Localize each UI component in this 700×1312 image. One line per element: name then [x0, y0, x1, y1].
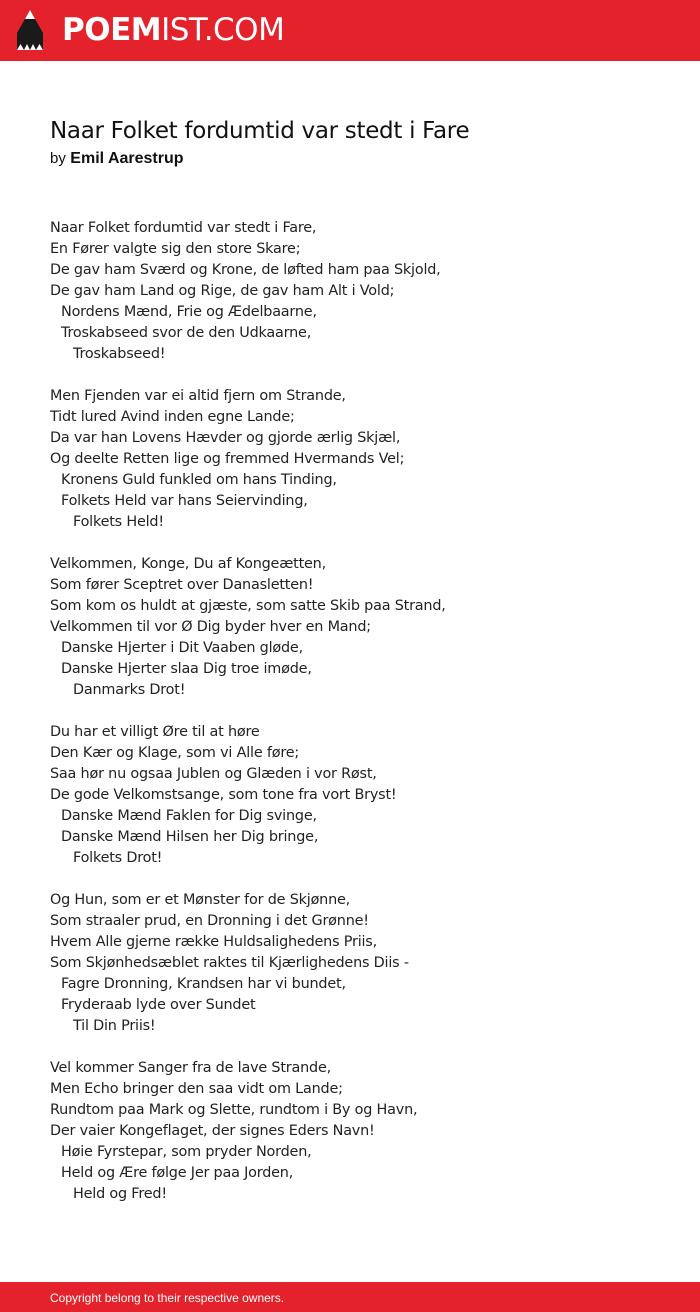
poem-line: Og Hun, som er et Mønster for de Skjønne,	[50, 892, 351, 908]
poem-line: Danske Hjerter i Dit Vaaben gløde,	[61, 640, 303, 656]
poem-line: Velkommen, Konge, Du af Kongeætten,	[50, 556, 326, 572]
stanza	[50, 218, 670, 365]
poem-line: Høie Fyrstepar, som pryder Norden,	[61, 1144, 312, 1160]
poem-line: Troskabseed!	[73, 346, 166, 362]
poem-line: Den Kær og Klage, som vi Alle føre;	[50, 745, 300, 761]
poem-line: Held og Fred!	[73, 1186, 167, 1202]
site-header	[0, 0, 700, 61]
poem-line: Kronens Guld funkled om hans Tinding,	[61, 472, 337, 488]
poem-line: Der vaier Kongeflaget, der signes Eders Navn!	[50, 1123, 375, 1139]
poem-line: Velkommen til vor Ø Dig byder hver en Mand;	[50, 619, 371, 635]
poem-line: De gav ham Land og Rige, de gav ham Alt i Vold;	[50, 283, 395, 299]
poem-line: Men Echo bringer den saa vidt om Lande;	[50, 1081, 343, 1097]
poem-line: Danske Mænd Faklen for Dig svinge,	[61, 808, 317, 824]
poem-line: Og deelte Retten lige og fremmed Hvermands Vel;	[50, 451, 405, 467]
poem-line: Folkets Held!	[73, 514, 164, 530]
poem-line: Som fører Sceptret over Danasletten!	[50, 577, 314, 593]
poem-line: Fryderaab lyde over Sundet	[61, 997, 256, 1013]
poem-line: Troskabseed svor de den Udkaarne,	[61, 325, 312, 341]
poem-line: Til Din Priis!	[73, 1018, 156, 1034]
logo-bold-part: POEM	[62, 12, 162, 48]
poem-line: Held og Ære følge Jer paa Jorden,	[61, 1165, 294, 1181]
poem-line: Saa hør nu ogsaa Jublen og Glæden i vor Røst,	[50, 766, 377, 782]
poem-title: Naar Folket fordumtid var stedt i Fare	[50, 118, 470, 144]
poem-line: Fagre Dronning, Krandsen har vi bundet,	[61, 976, 346, 992]
poem-line: Som Skjønhedsæblet raktes til Kjærlighedens Diis -	[50, 955, 409, 971]
poem-line: Vel kommer Sanger fra de lave Strande,	[50, 1060, 332, 1076]
logo-light-part: IST.COM	[161, 12, 285, 48]
poem-line: Som kom os huldt at gjæste, som satte Skib paa Strand,	[50, 598, 446, 614]
poem-line: Danske Hjerter slaa Dig troe imøde,	[61, 661, 312, 677]
stanza	[50, 722, 670, 869]
poem-line: Du har et villigt Øre til at høre	[50, 724, 260, 740]
poem-line: Tidt lured Avind inden egne Lande;	[50, 409, 295, 425]
poem-line: En Fører valgte sig den store Skare;	[50, 241, 301, 257]
poem-line: De gav ham Sværd og Krone, de løfted ham paa Skjold,	[50, 262, 441, 278]
poem-line: De gode Velkomstsange, som tone fra vort Bryst!	[50, 787, 397, 803]
poem-line: Folkets Drot!	[73, 850, 163, 866]
copyright-text: Copyright belong to their respective owners.	[50, 1291, 285, 1305]
stanza	[50, 554, 670, 701]
byline-prefix: by	[50, 150, 66, 167]
poem-line: Danmarks Drot!	[73, 682, 186, 698]
site-footer	[0, 1282, 700, 1312]
pencil-tip-icon[interactable]	[16, 9, 44, 51]
poem-line: Da var han Lovens Hævder og gjorde ærlig Skjæl,	[50, 430, 401, 446]
poem-line: Men Fjenden var ei altid fjern om Strande,	[50, 388, 346, 404]
site-logo[interactable]	[62, 10, 284, 50]
poem-line: Naar Folket fordumtid var stedt i Fare,	[50, 220, 317, 236]
poem-line: Rundtom paa Mark og Slette, rundtom i By og Havn,	[50, 1102, 418, 1118]
poem-line: Danske Mænd Hilsen her Dig bringe,	[61, 829, 319, 845]
poem-body	[50, 218, 670, 1226]
stanza	[50, 890, 670, 1037]
byline	[50, 148, 184, 170]
poem-line: Hvem Alle gjerne række Huldsalighedens Priis,	[50, 934, 377, 950]
poem-line: Folkets Held var hans Seiervinding,	[61, 493, 308, 509]
stanza	[50, 386, 670, 533]
poem-line: Som straaler prud, en Dronning i det Grønne!	[50, 913, 369, 929]
author-name: Emil Aarestrup	[70, 150, 184, 167]
poem-line: Nordens Mænd, Frie og Ædelbaarne,	[61, 304, 317, 320]
stanza	[50, 1058, 670, 1205]
